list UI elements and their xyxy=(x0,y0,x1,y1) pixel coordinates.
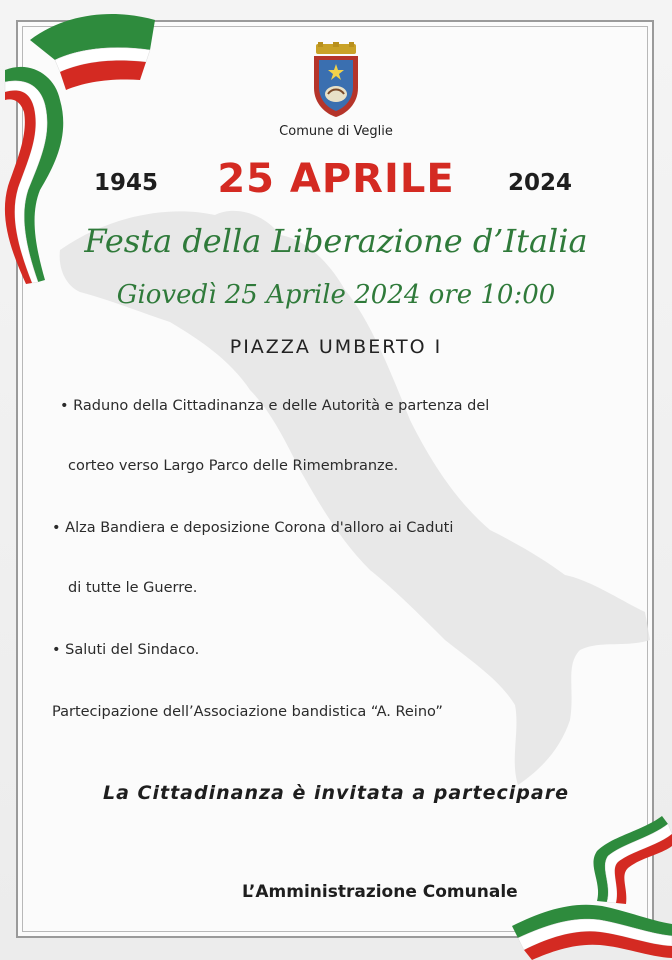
municipal-crest-icon xyxy=(306,42,366,118)
event-place: PIAZZA UMBERTO I xyxy=(229,336,443,358)
program-line: • Alza Bandiera e deposizione Corona d'alloro ai Caduti xyxy=(52,520,454,536)
comune-name: Comune di Veglie xyxy=(279,124,393,139)
year-start: 1945 xyxy=(94,170,159,196)
date-title: 25 APRILE xyxy=(217,156,455,202)
event-datetime: Giovedì 25 Aprile 2024 ore 10:00 xyxy=(116,280,556,310)
program-line: • Saluti del Sindaco. xyxy=(52,642,200,658)
italian-flag-ribbon-icon xyxy=(512,806,672,960)
invitation-text: La Cittadinanza è invitata a partecipare xyxy=(103,782,569,804)
program-line: Partecipazione dell’Associazione bandistica “A. Reino” xyxy=(52,704,443,720)
program-line: di tutte le Guerre. xyxy=(68,580,198,596)
event-title: Festa della Liberazione d’Italia xyxy=(84,222,588,260)
year-end: 2024 xyxy=(508,170,573,196)
signature: L’Amministrazione Comunale xyxy=(242,882,518,902)
program-line: • Raduno della Cittadinanza e delle Autorità e partenza del xyxy=(60,398,490,414)
program-line: corteo verso Largo Parco delle Rimembranze. xyxy=(68,458,399,474)
